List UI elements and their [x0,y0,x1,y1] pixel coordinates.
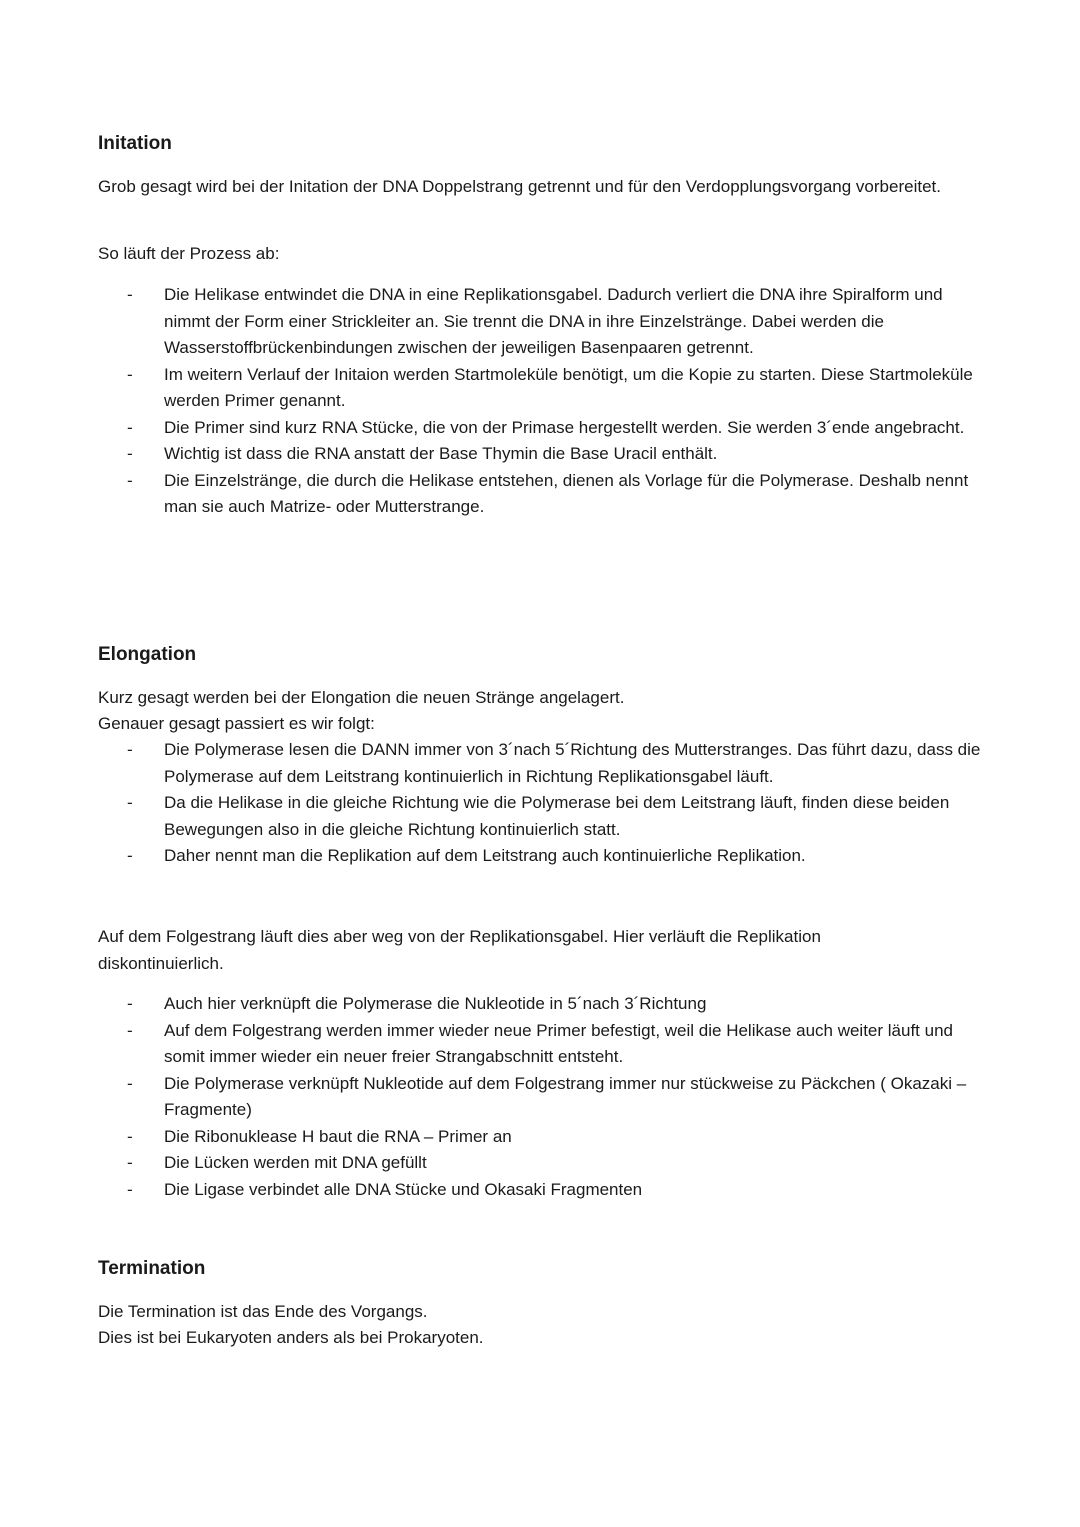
elongation-summary: Kurz gesagt werden bei der Elongation die neuen Stränge angelagert. [98,688,625,707]
bullet-marker: - [127,1020,133,1040]
bullet-marker: - [127,444,133,463]
list-item: - Die Helikase entwindet die DNA in eine Replikationsgabel. Dadurch verliert die DNA ihre Spiralform und nimmt der Form einer Strickleiter an. Sie trennt die DNA in ihre Einzelstränge. Dabei werden die Wasserstoffbrückenbindungen zwischen der jeweiligen Basenpaaren getrennt. [98,282,988,362]
bullet-marker: - [127,740,133,759]
bullet-marker: - [127,285,133,304]
bullet-marker: - [127,1153,133,1172]
bullet-marker: - [127,793,133,812]
bullet-marker: - [127,470,133,490]
list-item: - Die Primer sind kurz RNA Stücke, die von der Primase hergestellt werden. Sie werden 3´ende angebracht. [98,415,988,442]
termination-detail: Dies ist bei Eukaryoten anders als bei Prokaryoten. [98,1328,484,1347]
heading-elongation: Elongation [98,644,197,665]
heading-initation: Initation [98,133,172,154]
list-item: - Da die Helikase in die gleiche Richtung wie die Polymerase bei dem Leitstrang läuft, finden diese beiden Bewegungen also in die gleiche Richtung kontinuierlich statt. [98,790,988,843]
bullet-marker: - [127,364,133,384]
list-item: - Die Ribonuklease H baut die RNA – Primer an [98,1124,988,1151]
bullet-marker: - [127,1073,133,1093]
elongation-lagging-list [98,991,988,1203]
initation-steps-list [98,282,988,521]
initation-process-intro: So läuft der Prozess ab: [98,244,280,263]
list-item: - Die Ligase verbindet alle DNA Stücke und Okasaki Fragmenten [98,1177,988,1204]
bullet-marker: - [127,846,133,865]
list-item: - Auch hier verknüpft die Polymerase die Nukleotide in 5´nach 3´Richtung [98,991,988,1018]
bullet-marker: - [127,994,133,1013]
bullet-marker: - [127,417,133,437]
termination-summary: Die Termination ist das Ende des Vorgangs. [98,1302,428,1321]
bullet-marker: - [127,1126,133,1146]
list-item: - Die Einzelstränge, die durch die Helikase entstehen, dienen als Vorlage für die Polymerase. Deshalb nennt man sie auch Matrize- oder Mutterstrange. [98,468,988,521]
list-item: - Die Polymerase verknüpft Nukleotide auf dem Folgestrang immer nur stückweise zu Päckchen ( Okazaki – Fragmente) [98,1071,988,1124]
list-item: - Die Lücken werden mit DNA gefüllt [98,1150,988,1177]
list-item: - Wichtig ist dass die RNA anstatt der Base Thymin die Base Uracil enthält. [98,441,988,468]
list-item: - Daher nennt man die Replikation auf dem Leitstrang auch kontinuierliche Replikation. [98,843,988,870]
elongation-detail-intro: Genauer gesagt passiert es wir folgt: [98,714,375,733]
elongation-leading-list [98,737,988,870]
heading-termination: Termination [98,1258,206,1279]
bullet-marker: - [127,1179,133,1199]
list-item: - Die Polymerase lesen die DANN immer von 3´nach 5´Richtung des Mutterstranges. Das führt dazu, dass die Polymerase auf dem Leitstrang kontinuierlich in Richtung Replikationsgabel läuft. [98,737,988,790]
elongation-lagging-intro: Auf dem Folgestrang läuft dies aber weg von der Replikationsgabel. Hier verläuft die Replikation diskontinuierlich. [98,927,821,973]
list-item: - Auf dem Folgestrang werden immer wieder neue Primer befestigt, weil die Helikase auch weiter läuft und somit immer wieder ein neuer freier Strangabschnitt entsteht. [98,1018,988,1071]
list-item: - Im weitern Verlauf der Initaion werden Startmoleküle benötigt, um die Kopie zu starten. Diese Startmoleküle werden Primer genannt. [98,362,988,415]
initation-summary: Grob gesagt wird bei der Initation der DNA Doppelstrang getrennt und für den Verdopplungsvorgang vorbereitet. [98,177,941,196]
